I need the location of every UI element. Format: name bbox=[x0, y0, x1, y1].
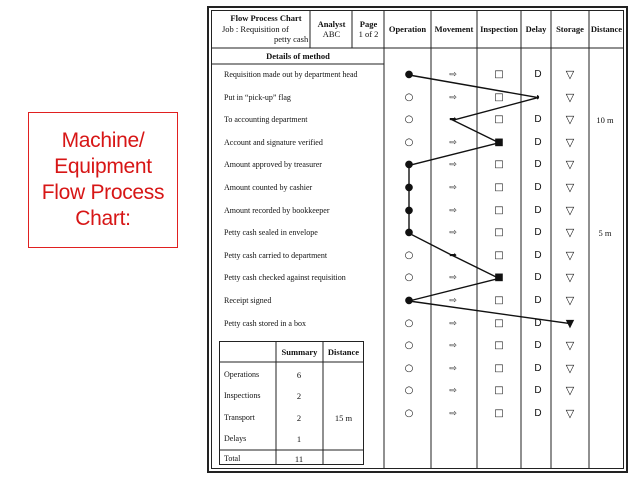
chart-title: Flow Process Chart bbox=[230, 13, 302, 23]
d-shape-icon: D bbox=[534, 159, 542, 171]
circle-icon: ○ bbox=[404, 272, 414, 284]
side-title-line-3: Flow Process bbox=[41, 181, 165, 204]
d-shape-icon: D bbox=[534, 408, 542, 419]
triangle-icon: ▽ bbox=[565, 294, 575, 307]
arrow-icon: ⇨ bbox=[449, 228, 457, 239]
circle-icon: ○ bbox=[404, 362, 414, 374]
summary-header: Summary bbox=[281, 347, 318, 357]
summary-row-distance: 15 m bbox=[334, 413, 353, 423]
square-icon: □ bbox=[494, 114, 504, 126]
circle-icon: ○ bbox=[404, 249, 414, 261]
square-icon: □ bbox=[494, 69, 504, 80]
d-shape-icon: D bbox=[534, 182, 542, 193]
step-text: Amount approved by treasurer bbox=[224, 160, 322, 170]
summary-row-label: Total bbox=[224, 454, 241, 463]
summary-row-value: 11 bbox=[294, 454, 304, 464]
circle-icon: ○ bbox=[404, 340, 414, 352]
triangle-icon: ▽ bbox=[565, 226, 575, 240]
summary-row-label: Operations bbox=[224, 370, 260, 379]
arrow-icon: ⇨ bbox=[449, 205, 457, 216]
triangle-icon: ▽ bbox=[565, 90, 575, 104]
step-text: Account and signature verified bbox=[224, 137, 323, 147]
triangle-icon: ▼ bbox=[565, 316, 575, 330]
summary-row-value: 6 bbox=[296, 370, 302, 380]
circle-icon: ○ bbox=[404, 317, 414, 329]
page-value: 1 of 2 bbox=[358, 29, 379, 39]
square-icon: □ bbox=[494, 295, 504, 306]
step-distance: 10 m bbox=[596, 115, 614, 126]
summary-row-label: Inspections bbox=[224, 391, 261, 400]
step-text: Receipt signed bbox=[224, 296, 272, 305]
job-label-cont: petty cash bbox=[274, 34, 309, 44]
triangle-icon: ▽ bbox=[565, 68, 575, 81]
circle-icon: ● bbox=[404, 182, 414, 193]
circle-icon: ● bbox=[404, 159, 414, 171]
summary-row-label: Transport bbox=[224, 413, 255, 422]
circle-icon: ● bbox=[404, 204, 414, 216]
triangle-icon: ▽ bbox=[565, 158, 575, 172]
square-icon: □ bbox=[494, 159, 504, 171]
triangle-icon: ▽ bbox=[565, 407, 575, 420]
square-icon: □ bbox=[494, 408, 504, 419]
square-icon: □ bbox=[494, 91, 504, 103]
step-text: Petty cash stored in a box bbox=[224, 318, 306, 328]
analyst-label: Analyst bbox=[317, 19, 346, 29]
circle-icon: ○ bbox=[404, 136, 414, 148]
side-title-line-1: Machine/ bbox=[61, 129, 145, 152]
step-text: Put in “pick-up” flag bbox=[224, 92, 291, 102]
step-text: Amount counted by cashier bbox=[224, 183, 313, 192]
d-shape-icon: D bbox=[534, 204, 542, 216]
d-shape-icon: D bbox=[534, 272, 542, 284]
flow-line bbox=[409, 75, 570, 324]
square-icon: □ bbox=[494, 385, 504, 397]
step-text: Amount recorded by bookkeeper bbox=[224, 205, 330, 215]
square-icon: □ bbox=[494, 227, 504, 239]
circle-icon: ● bbox=[404, 227, 414, 239]
arrow-icon: ➡ bbox=[449, 115, 457, 126]
circle-icon: ○ bbox=[404, 408, 414, 419]
square-icon: □ bbox=[494, 249, 504, 261]
square-icon: ■ bbox=[494, 272, 504, 284]
triangle-icon: ▽ bbox=[565, 271, 575, 285]
square-icon: ■ bbox=[494, 136, 504, 148]
col-header-movement: Movement bbox=[434, 24, 474, 34]
summary-row-value: 1 bbox=[296, 434, 302, 444]
triangle-icon: ▽ bbox=[565, 203, 575, 217]
square-icon: □ bbox=[494, 204, 504, 216]
d-shape-icon: D bbox=[534, 69, 542, 80]
circle-icon: ○ bbox=[404, 91, 414, 103]
analyst-value: ABC bbox=[322, 29, 341, 39]
arrow-icon: ⇨ bbox=[449, 273, 457, 284]
d-shape-icon: D bbox=[534, 362, 542, 374]
arrow-icon: ⇨ bbox=[449, 70, 457, 80]
d-shape-icon: ◗ bbox=[534, 91, 542, 103]
circle-icon: ● bbox=[404, 295, 414, 306]
d-shape-icon: D bbox=[534, 249, 542, 261]
arrow-icon: ⇨ bbox=[449, 137, 457, 148]
summary-distance-header: Distance bbox=[327, 347, 360, 357]
step-text: To accounting department bbox=[224, 115, 308, 125]
d-shape-icon: D bbox=[534, 227, 542, 239]
triangle-icon: ▽ bbox=[565, 181, 575, 194]
arrow-icon: ⇨ bbox=[449, 409, 457, 419]
details-of-method-header: Details of method bbox=[266, 51, 330, 61]
step-text: Petty cash sealed in envelope bbox=[224, 228, 318, 238]
circle-icon: ○ bbox=[404, 114, 414, 126]
d-shape-icon: D bbox=[534, 114, 542, 126]
arrow-icon: ⇨ bbox=[449, 341, 457, 352]
step-text: Requisition made out by department head bbox=[224, 70, 358, 79]
page-label: Page bbox=[359, 19, 378, 29]
arrow-icon: ⇨ bbox=[449, 296, 457, 306]
triangle-icon: ▽ bbox=[565, 339, 575, 353]
col-header-operation: Operation bbox=[388, 24, 427, 34]
arrow-icon: ⇨ bbox=[449, 183, 457, 193]
step-text: Petty cash carried to department bbox=[224, 250, 328, 260]
step-distance: 5 m bbox=[598, 228, 612, 239]
circle-icon: ○ bbox=[404, 385, 414, 397]
triangle-icon: ▽ bbox=[565, 113, 575, 127]
arrow-icon: ⇨ bbox=[449, 92, 457, 103]
triangle-icon: ▽ bbox=[565, 361, 575, 375]
triangle-icon: ▽ bbox=[565, 248, 575, 262]
square-icon: □ bbox=[494, 317, 504, 329]
triangle-icon: ▽ bbox=[565, 135, 575, 149]
d-shape-icon: D bbox=[534, 317, 542, 329]
d-shape-icon: D bbox=[534, 295, 542, 306]
summary-row-value: 2 bbox=[296, 413, 302, 423]
summary-table bbox=[219, 341, 364, 465]
triangle-icon: ▽ bbox=[565, 384, 575, 398]
col-header-storage: Storage bbox=[556, 24, 584, 34]
arrow-icon: ⇨ bbox=[449, 318, 457, 329]
d-shape-icon: D bbox=[534, 385, 542, 397]
arrow-icon: ⇨ bbox=[449, 363, 457, 374]
square-icon: □ bbox=[494, 340, 504, 352]
arrow-icon: ⇨ bbox=[449, 160, 457, 171]
square-icon: □ bbox=[494, 182, 504, 193]
job-label: Job : Requisition of bbox=[222, 24, 289, 34]
d-shape-icon: D bbox=[534, 136, 542, 148]
side-title-line-2: Equipment bbox=[54, 155, 152, 178]
col-header-distance: Distance bbox=[590, 24, 623, 34]
square-icon: □ bbox=[494, 362, 504, 374]
summary-row-value: 2 bbox=[296, 391, 302, 401]
circle-icon: ● bbox=[404, 69, 414, 80]
col-header-delay: Delay bbox=[525, 24, 547, 34]
col-header-inspection: Inspection bbox=[480, 24, 518, 34]
step-text: Petty cash checked against requisition bbox=[224, 273, 346, 283]
arrow-icon: ➡ bbox=[449, 250, 457, 261]
d-shape-icon: D bbox=[534, 340, 542, 352]
summary-row-label: Delays bbox=[224, 434, 247, 443]
side-title-line-4: Chart: bbox=[75, 207, 131, 230]
arrow-icon: ⇨ bbox=[449, 386, 457, 397]
